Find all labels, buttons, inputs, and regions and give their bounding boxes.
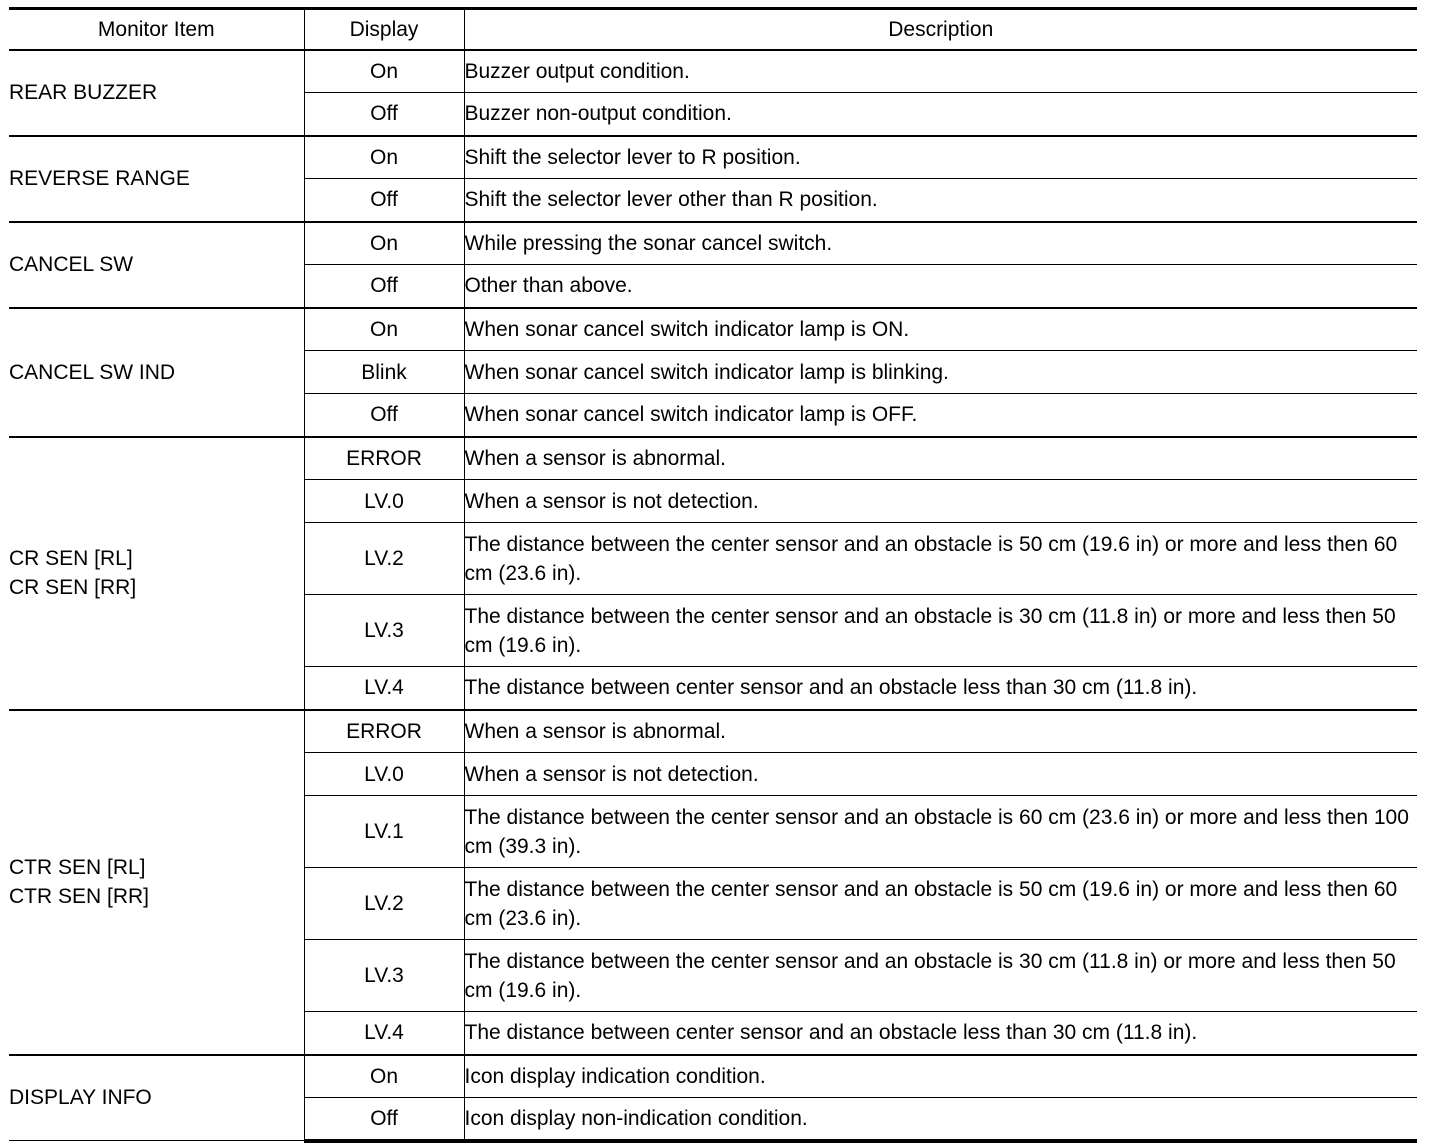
display-value-cell: LV.1 xyxy=(304,796,464,868)
table-header-row xyxy=(9,9,1417,50)
table-row xyxy=(9,308,1417,351)
table-row xyxy=(9,50,1417,93)
display-value-cell: LV.2 xyxy=(304,868,464,940)
table-row xyxy=(9,1055,1417,1098)
monitor-item-cell xyxy=(9,50,304,136)
description-cell: Shift the selector lever to R position. xyxy=(464,136,1417,179)
monitor-item-label: CR SEN [RR] xyxy=(9,576,137,599)
display-value-cell: LV.4 xyxy=(304,667,464,710)
display-value-cell: LV.4 xyxy=(304,1012,464,1055)
description-cell: The distance between the center sensor and an obstacle is 30 cm (11.8 in) or more and less then 50 cm (19.6 in). xyxy=(464,595,1417,667)
monitor-item-label: CR SEN [RL] xyxy=(9,547,133,570)
description-cell: The distance between the center sensor and an obstacle is 50 cm (19.6 in) or more and less then 60 cm (23.6 in). xyxy=(464,523,1417,595)
display-value-cell: Blink xyxy=(304,351,464,394)
display-value-cell: On xyxy=(304,50,464,93)
display-value-cell: Off xyxy=(304,394,464,437)
header-display: Display xyxy=(304,9,464,50)
description-cell: While pressing the sonar cancel switch. xyxy=(464,222,1417,265)
description-cell: When a sensor is not detection. xyxy=(464,753,1417,796)
display-value-cell: On xyxy=(304,1055,464,1098)
display-value-cell: LV.3 xyxy=(304,595,464,667)
monitor-item-label: CTR SEN [RL] xyxy=(9,856,146,879)
header-description: Description xyxy=(464,9,1417,50)
description-cell: When a sensor is not detection. xyxy=(464,480,1417,523)
monitor-item-table xyxy=(9,7,1417,1143)
display-value-cell: Off xyxy=(304,93,464,136)
description-cell: The distance between the center sensor and an obstacle is 50 cm (19.6 in) or more and less then 60 cm (23.6 in). xyxy=(464,868,1417,940)
description-cell: Shift the selector lever other than R position. xyxy=(464,179,1417,222)
display-value-cell: Off xyxy=(304,265,464,308)
description-cell: The distance between center sensor and an obstacle less than 30 cm (11.8 in). xyxy=(464,667,1417,710)
monitor-item-cell xyxy=(9,136,304,222)
monitor-item-cell xyxy=(9,1055,304,1141)
description-cell: When a sensor is abnormal. xyxy=(464,437,1417,480)
display-value-cell: ERROR xyxy=(304,710,464,753)
display-value-cell: On xyxy=(304,136,464,179)
description-cell: When sonar cancel switch indicator lamp is blinking. xyxy=(464,351,1417,394)
monitor-item-cell xyxy=(9,437,304,710)
description-cell: Icon display indication condition. xyxy=(464,1055,1417,1098)
display-value-cell: On xyxy=(304,222,464,265)
table-row xyxy=(9,222,1417,265)
table-row xyxy=(9,136,1417,179)
description-cell: The distance between the center sensor and an obstacle is 30 cm (11.8 in) or more and less then 50 cm (19.6 in). xyxy=(464,940,1417,1012)
description-cell: Buzzer output condition. xyxy=(464,50,1417,93)
display-value-cell: LV.0 xyxy=(304,480,464,523)
monitor-item-label: CTR SEN [RR] xyxy=(9,885,150,908)
monitor-item-label: DISPLAY INFO xyxy=(9,1086,152,1110)
table-row xyxy=(9,710,1417,753)
monitor-item-label: REAR BUZZER xyxy=(9,81,158,104)
description-cell: When a sensor is abnormal. xyxy=(464,710,1417,753)
description-cell: When sonar cancel switch indicator lamp is ON. xyxy=(464,308,1417,351)
display-value-cell: LV.0 xyxy=(304,753,464,796)
monitor-item-label: CANCEL SW xyxy=(9,253,134,276)
header-monitor-item: Monitor Item xyxy=(9,9,304,50)
description-cell: When sonar cancel switch indicator lamp is OFF. xyxy=(464,394,1417,437)
display-value-cell: On xyxy=(304,308,464,351)
monitor-item-cell xyxy=(9,710,304,1055)
display-value-cell: LV.3 xyxy=(304,940,464,1012)
monitor-item-cell xyxy=(9,222,304,308)
description-cell: Other than above. xyxy=(464,265,1417,308)
monitor-item-label: REVERSE RANGE xyxy=(9,167,190,190)
description-cell: The distance between center sensor and an obstacle less than 30 cm (11.8 in). xyxy=(464,1012,1417,1055)
display-value-cell: ERROR xyxy=(304,437,464,480)
display-value-cell: LV.2 xyxy=(304,523,464,595)
display-value-cell: Off xyxy=(304,1098,464,1141)
description-cell: Icon display non-indication condition. xyxy=(464,1098,1417,1141)
description-cell: The distance between the center sensor and an obstacle is 60 cm (23.6 in) or more and less then 100 cm (39.3 in). xyxy=(464,796,1417,868)
monitor-item-cell xyxy=(9,308,304,437)
table-body xyxy=(9,50,1417,1141)
table-row xyxy=(9,437,1417,480)
description-cell: Buzzer non-output condition. xyxy=(464,93,1417,136)
display-value-cell: Off xyxy=(304,179,464,222)
monitor-item-label: CANCEL SW IND xyxy=(9,360,176,384)
